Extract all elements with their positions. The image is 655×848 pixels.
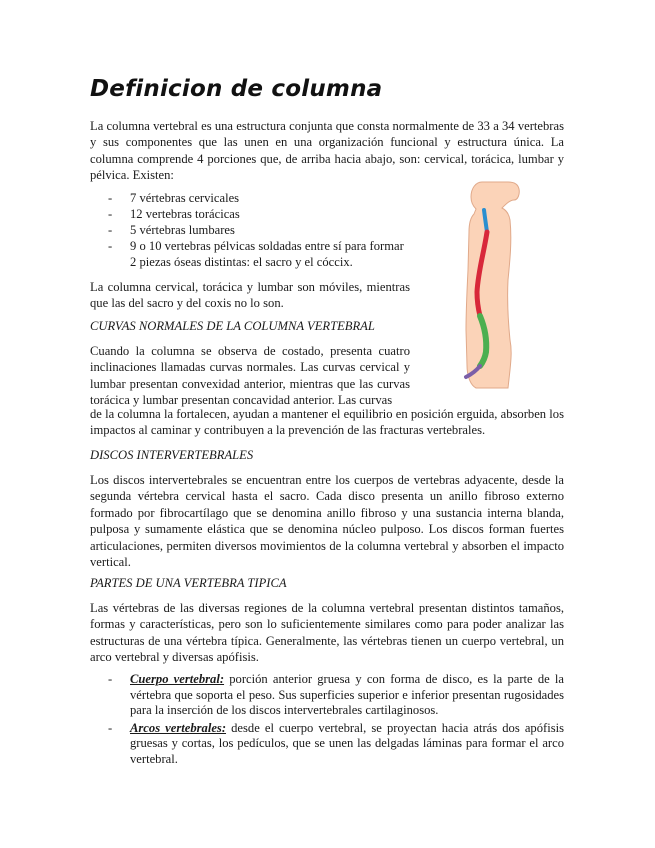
intro-paragraph: La columna vertebral es una estructura conjunta que consta normalmente de 33 a 34 vertebras y sus componentes que las unen en una organización funcional y estructura única. La columna comprende 4 porciones que, de arriba hacia abajo, son: cervical, torácica, lumbar y pélvica. Existen:	[90, 119, 564, 183]
curves-paragraph-2: de la columna la fortalecen, ayudan a mantener el equilibrio en posición erguida, absorben los impactos al caminar y contribuyen a la prevención de las fracturas vertebrales.	[90, 407, 564, 438]
definition-text: desde el cuerpo vertebral, se proyectan hacia atrás dos apófisis gruesas y cortas, los pedículos, que se unen las delgadas láminas para formar el arco vertebral.	[130, 720, 564, 766]
parts-list	[108, 672, 564, 770]
list-item: - 9 o 10 vertebras pélvicas soldadas entre sí para formar 2 piezas óseas distintas: el sacro y el cóccix.	[108, 238, 408, 270]
term-cuerpo-vertebral: Cuerpo vertebral:	[130, 672, 225, 686]
vertebrae-list	[108, 190, 408, 270]
mobility-paragraph: La columna cervical, torácica y lumbar son móviles, mientras que las del sacro y del coxis no lo son.	[90, 280, 410, 311]
list-item: - 12 vertebras torácicas	[108, 206, 408, 222]
parts-heading: PARTES DE UNA VERTEBRA TIPICA	[90, 576, 287, 590]
parts-paragraph: Las vértebras de las diversas regiones de la columna vertebral presentan distintos tamaños, formas y características, pero son lo suficientemente similares como para poder analizar las estructuras de una vértebra típica. Generalmente, las vértebras tienen un cuerpo vertebral, un arco vertebral y diversas apófisis.	[90, 601, 564, 665]
curves-heading: CURVAS NORMALES DE LA COLUMNA VERTEBRAL	[90, 319, 375, 333]
page-title: Definicion de columna	[90, 76, 383, 102]
list-item	[108, 672, 564, 719]
definition-text: porción anterior gruesa y con forma de disco, es la parte de la vértebra que soporta el peso. Sus superficies superior e inferior presentan rugosidades para la inserción de los discos intervertebrales cartilaginosos.	[130, 672, 564, 718]
curves-paragraph-1: Cuando la columna se observa de costado, presenta cuatro inclinaciones llamadas curvas normales. Las curvas cervical y lumbar presentan convexidad anterior, mientras que las curvas torácica y lumbar presentan concavidad anterior. Las curvas	[90, 344, 410, 408]
list-item: - 5 vértebras lumbares	[108, 222, 408, 238]
list-item	[108, 721, 564, 768]
list-item: - 7 vértebras cervicales	[108, 190, 408, 206]
spine-illustration	[440, 180, 540, 390]
discs-heading: DISCOS INTERVERTEBRALES	[90, 448, 254, 462]
body-silhouette	[466, 182, 519, 388]
discs-paragraph: Los discos intervertebrales se encuentran entre los cuerpos de vertebras adyacente, desde la segunda vértebra cervical hasta el sacro. Cada disco presenta un anillo fibroso externo formado por fibrocartílago que se denomina anillo fibroso y una sustancia interna blanda, pulposa y sumamente elástica que se denomina núcleo pulposo. Los discos forman fuertes articulaciones, permiten diversos movimientos de la columna vertebral y absorben el impacto vertical.	[90, 473, 564, 570]
term-arcos-vertebrales: Arcos vertebrales:	[130, 720, 227, 735]
